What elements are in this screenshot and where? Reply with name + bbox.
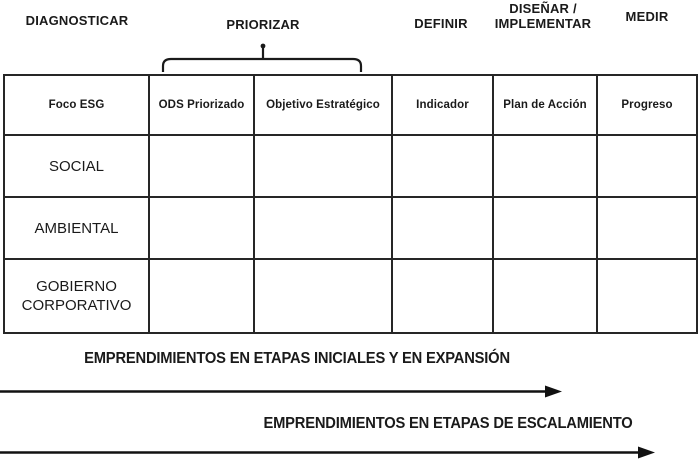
table-cell xyxy=(254,197,392,259)
timeline-label-iniciales-expansion: EMPRENDIMIENTOS EN ETAPAS INICIALES Y EN EXPANSIÓN xyxy=(84,350,510,367)
phase-label-diagnosticar: DIAGNOSTICAR xyxy=(25,13,129,28)
row-label-social: SOCIAL xyxy=(4,135,149,197)
priorizar-bracket xyxy=(156,40,368,76)
row-label-ambiental: AMBIENTAL xyxy=(4,197,149,259)
phase-label-disenar-line2: IMPLEMENTAR xyxy=(494,15,592,31)
phase-label-disenar-implementar xyxy=(495,2,592,31)
column-header-ods-priorizado: ODS Priorizado xyxy=(149,75,254,135)
table-header-row xyxy=(4,75,697,135)
table-cell xyxy=(392,197,493,259)
table-cell xyxy=(149,197,254,259)
column-header-indicador: Indicador xyxy=(392,75,493,135)
table-cell xyxy=(493,197,597,259)
table-cell xyxy=(597,135,697,197)
timeline-arrow-escalamiento xyxy=(0,444,670,460)
timeline-label-escalamiento: EMPRENDIMIENTOS EN ETAPAS DE ESCALAMIENTO xyxy=(263,415,633,432)
phase-label-medir: MEDIR xyxy=(625,9,669,24)
table-cell xyxy=(597,197,697,259)
table-cell xyxy=(493,135,597,197)
esg-table xyxy=(3,74,698,334)
table-cell xyxy=(149,259,254,333)
table-row-gobierno-corporativo xyxy=(4,259,697,333)
table-cell xyxy=(149,135,254,197)
phase-label-disenar-line1: DISEÑAR / xyxy=(509,1,577,16)
column-header-progreso: Progreso xyxy=(597,75,697,135)
timeline-arrow-iniciales-expansion xyxy=(0,383,575,400)
column-header-objetivo-estrategico: Objetivo Estratégico xyxy=(254,75,392,135)
table-cell xyxy=(254,135,392,197)
table-row-social xyxy=(4,135,697,197)
table-cell xyxy=(597,259,697,333)
table-cell xyxy=(254,259,392,333)
table-cell xyxy=(392,259,493,333)
table-row-ambiental xyxy=(4,197,697,259)
column-header-plan-de-accion: Plan de Acción xyxy=(493,75,597,135)
phase-label-priorizar: PRIORIZAR xyxy=(226,17,300,32)
table-cell xyxy=(493,259,597,333)
phase-label-definir: DEFINIR xyxy=(414,16,468,31)
table-cell xyxy=(392,135,493,197)
row-label-gobierno-corporativo: GOBIERNO CORPORATIVO xyxy=(4,259,149,333)
column-header-foco-esg: Foco ESG xyxy=(4,75,149,135)
